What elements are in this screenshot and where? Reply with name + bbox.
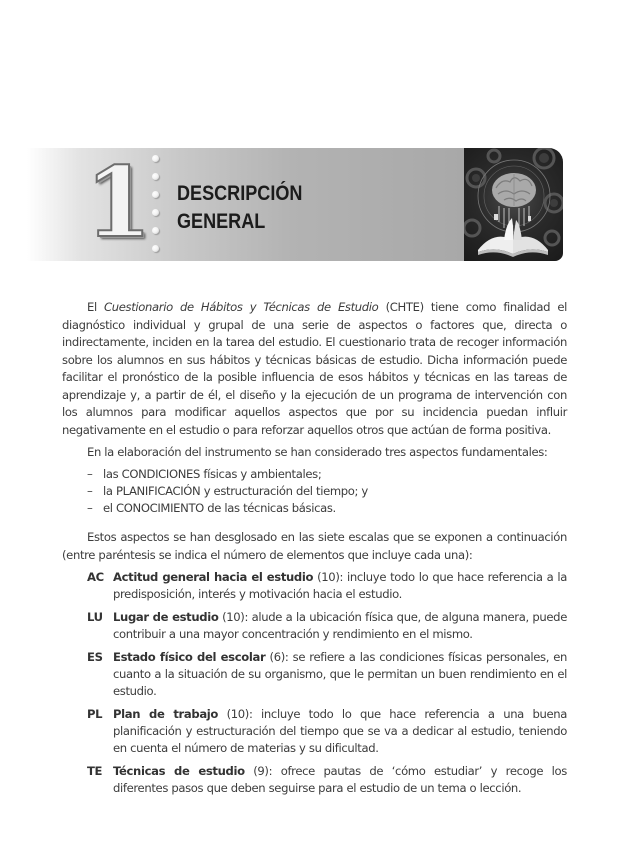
scale-description: : incluye todo lo que hace referencia a la predisposición, interés y motivación hacia el estudio. <box>113 570 567 601</box>
list-item-text: la PLANIFICACIÓN y estructuración del tiempo; y <box>103 484 368 498</box>
brain-book-icon <box>464 148 563 261</box>
list-item <box>87 466 567 483</box>
brain-book-illustration <box>464 148 563 261</box>
intro-paragraph <box>62 299 567 439</box>
scales-intro-text: Estos aspectos se han desglosado en las siete escalas que se exponen a continuación (entre paréntesis se indica el número de elementos que incluye cada una): <box>62 530 567 562</box>
scale-code: TE <box>87 764 103 778</box>
list-item <box>87 483 567 500</box>
scale-item-es <box>87 649 567 700</box>
scale-count: (10) <box>317 570 340 584</box>
chapter-title-line2: GENERAL <box>177 210 266 233</box>
intro-body: (CHTE) tiene como finalidad el diagnóstico individual y grupal de una serie de aspectos o factores que, directa o indirectamente, inciden en la tarea del estudio. El cuestionario trata de recoger información sobre los alumnos en sus hábitos y técnicas básicas de estudio. Dicha información puede facilitar el pronóstico de la posible influencia de esos hábitos y técnicas en las tareas de aprendizaje y, a partir de él, el diseño y la ejecución de un programa de intervención con los alumnos para modificar aquellos aspectos que por su incidencia puedan influir negativamente en el estudio o para reforzar aquellos otros que actúan de forma positiva. <box>62 300 567 437</box>
scale-code: PL <box>87 707 103 721</box>
dot-icon <box>152 227 159 234</box>
scale-count: (10) <box>222 610 245 624</box>
dot-icon <box>152 155 159 162</box>
scale-count: (6) <box>269 650 285 664</box>
intro-prefix: El <box>87 300 105 314</box>
chapter-title <box>177 180 323 236</box>
scale-description: : ofrece pautas de ‘cómo estudiar’ y recoge los diferentes pasos que deben seguirse para el estudio de un tema o lección. <box>113 764 567 795</box>
decorative-dots <box>152 155 160 255</box>
dot-icon <box>152 173 159 180</box>
scale-name: Estado físico del escolar <box>113 650 266 664</box>
chapter-number: 1 <box>85 146 152 259</box>
scale-description: : incluye todo lo que hace referencia a una buena planificación y estructuración del tiempo que se va a dedicar al estudio, teniendo en cuenta el número de materias y su dificultad. <box>113 707 567 755</box>
scale-item-ac <box>87 569 567 603</box>
dot-icon <box>152 209 159 216</box>
scale-code: ES <box>87 650 103 664</box>
scale-item-te <box>87 763 567 797</box>
scale-code: AC <box>87 570 104 584</box>
list-item-text: las CONDICIONES físicas y ambientales; <box>103 467 322 481</box>
scale-name: Lugar de estudio <box>113 610 219 624</box>
dot-icon <box>152 245 159 252</box>
scales-list <box>87 569 567 803</box>
aspects-list <box>87 466 567 517</box>
questionnaire-title: Cuestionario de Hábitos y Técnicas de Estudio <box>104 300 379 314</box>
scale-name: Actitud general hacia el estudio <box>113 570 314 584</box>
scale-code: LU <box>87 610 103 624</box>
dash-bullet-icon: – <box>87 501 93 515</box>
scale-description: : se refiere a las condiciones físicas personales, en cuanto a la situación de su organismo, que le permitan un buen rendimiento en el estudio. <box>113 650 567 698</box>
list-item-text: el CONOCIMIENTO de las técnicas básicas. <box>103 501 336 515</box>
chapter-title-line1: DESCRIPCIÓN <box>177 182 303 205</box>
scale-name: Técnicas de estudio <box>113 764 245 778</box>
scale-count: (9) <box>253 764 269 778</box>
aspects-intro-paragraph: En la elaboración del instrumento se han considerado tres aspectos fundamentales: <box>87 445 548 459</box>
dash-bullet-icon: – <box>87 484 93 498</box>
scale-name: Plan de trabajo <box>113 707 219 721</box>
dot-icon <box>152 191 159 198</box>
list-item <box>87 500 567 517</box>
dash-bullet-icon: – <box>87 467 93 481</box>
scale-item-lu <box>87 609 567 643</box>
scale-description: : alude a la ubicación física que, de alguna manera, puede contribuir a una mayor concentración y rendimiento en el mismo. <box>113 610 567 641</box>
scale-count: (10) <box>226 707 249 721</box>
scales-intro-paragraph <box>62 529 567 564</box>
scale-item-pl <box>87 706 567 757</box>
